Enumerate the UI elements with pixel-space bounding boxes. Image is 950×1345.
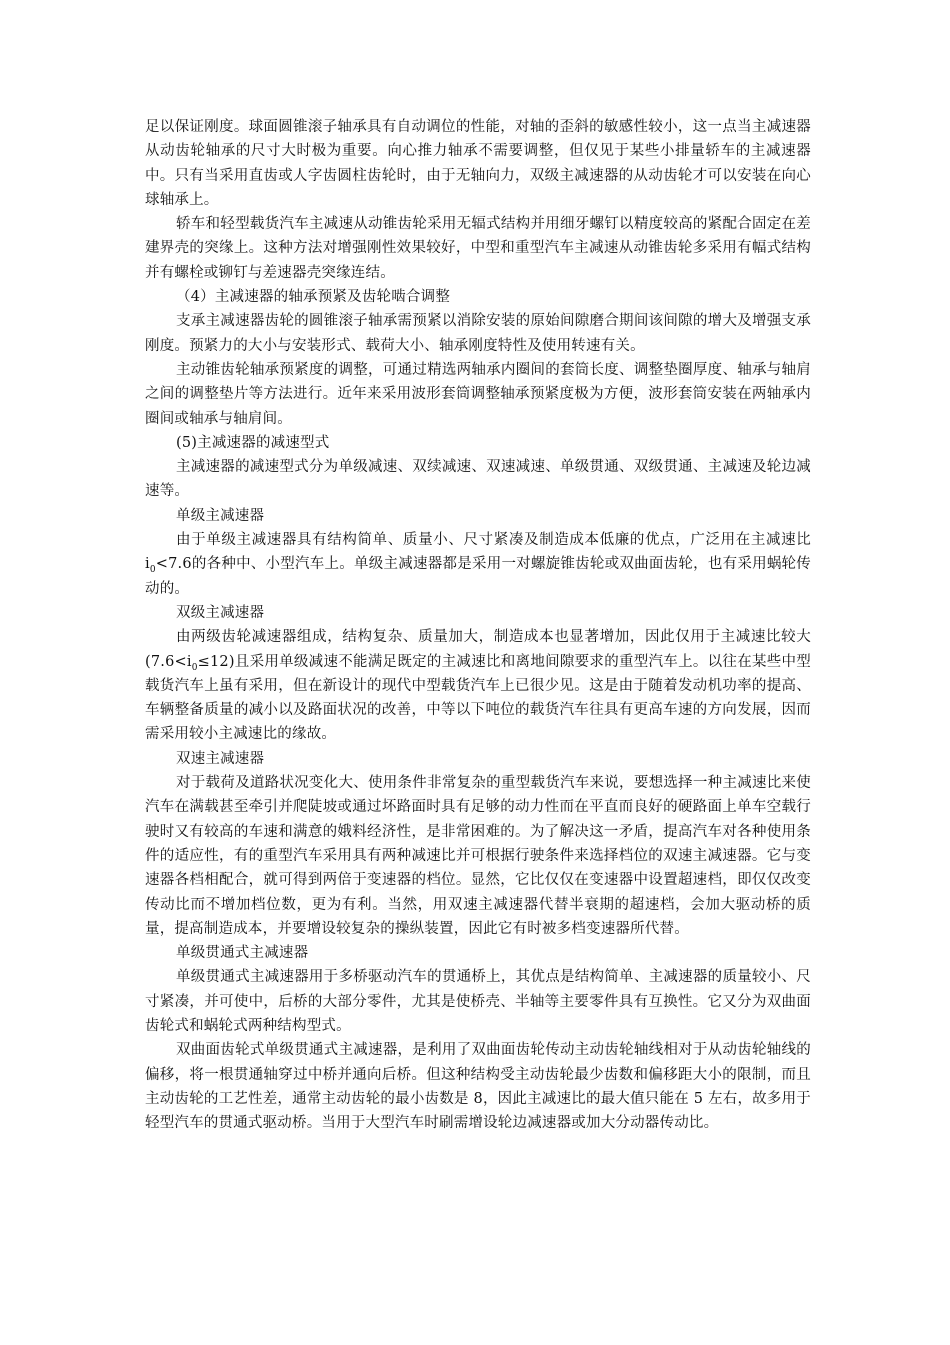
paragraph-hypoid-through-drive: 双曲面齿轮式单级贯通式主减速器，是利用了双曲面齿轮传动主动齿轮轴线相对于从动齿轮轴线的偏移，将一根贯通轴穿过中桥并通向后桥。但这种结构受主动齿轮最少齿数和偏移距大小的限制，而且主动齿轮的工艺性差，通常主动齿轮的最小齿数是 8，因此主减速比的最大值只能在 5 左右，故多用于轻型汽车的贯通式驱动桥。当用于大型汽车时刷需增设轮边减速器或加大分动器传动比。 bbox=[145, 1042, 811, 1132]
paragraph-single-reduction: 由于单级主减速器具有结构简单、质量小、尺寸紧凑及制造成本低廉的优点，广泛用在主减速比$i_0<7.6$的各种中、小型汽车上。单级主减速器都是采用一对螺旋锥齿轮或双曲面齿轮，也有采用蜗轮传动的。 bbox=[145, 532, 811, 597]
section-heading-reduction-types: (5)主减速器的减速型式 bbox=[176, 434, 330, 451]
subheading-two-speed: 双速主减速器 bbox=[176, 750, 265, 767]
paragraph-bearing-stiffness: 足以保证刚度。球面圆锥滚子轴承具有自动调位的性能，对轴的歪斜的敏感性较小，这一点当主减速器从动齿轮轴承的尺寸大时极为重要。向心推力轴承不需要调整，但仅见于某些小排量轿车的主减速器中。只有当采用直齿或人字齿圆柱齿轮时，由于无轴向力，双级主减速器的从动齿轮才可以安装在向心球轴承上。 bbox=[145, 119, 811, 208]
paragraph-driven-gear-mounting: 轿车和轻型载货汽车主减速从动锥齿轮采用无辐式结构并用细牙螺钉以精度较高的紧配合固定在差建界壳的突缘上。这种方法对增强刚性效果较好，中型和重型汽车主减速从动锥齿轮多采用有幅式结构并有螺栓或铆钉与差速器壳突缘连结。 bbox=[145, 216, 811, 281]
paragraph-double-reduction: 由两级齿轮减速器组成，结构复杂、质量加大，制造成本也显著增加，因此仅用于主减速比较大$(7.6<i_0\le 12)$且采用单级减速不能满足既定的主减速比和离地间隙要求的重型汽车上。以往在某些中型载货汽车上虽有采用，但在新设计的现代中型载货汽车上已很少见。这是由于随着发动机功率的提高、车辆整备质量的减小以及路面状况的改善，中等以下吨位的载货汽车往具有更高车速的方向发展，因而需采用较小主减速比的缘故。 bbox=[145, 629, 811, 743]
document-body bbox=[145, 115, 811, 1135]
section-heading-bearing-preload: （4）主减速器的轴承预紧及齿轮啮合调整 bbox=[176, 289, 451, 306]
paragraph-preload-purpose: 支承主减速器齿轮的圆锥滚子轴承需预紧以消除安装的原始间隙磨合期间该间隙的增大及增强支承刚度。预紧力的大小与安装形式、载荷大小、轴承刚度特性及使用转速有关。 bbox=[145, 313, 811, 354]
subheading-single-reduction: 单级主减速器 bbox=[176, 507, 265, 524]
paragraph-preload-adjustment: 主动锥齿轮轴承预紧度的调整，可通过精选两轴承内圈间的套筒长度、调整垫圈厚度、轴承与轴肩之间的调整垫片等方法进行。近年来采用波形套筒调整轴承预紧度极为方便，波形套筒安装在两轴承内圈间或轴承与轴肩间。 bbox=[145, 361, 811, 427]
paragraph-through-drive: 单级贯通式主减速器用于多桥驱动汽车的贯通桥上，其优点是结构简单、主减速器的质量较小、尺寸紧凑，并可使中，后桥的大部分零件，尤其是使桥壳、半轴等主要零件具有互换性。它又分为双曲面齿轮式和蜗轮式两种结构型式。 bbox=[145, 969, 811, 1034]
paragraph-reduction-types-list: 主减速器的减速型式分为单级减速、双续减速、双速减速、单级贯通、双级贯通、主减速及轮边减速等。 bbox=[145, 459, 811, 500]
paragraph-two-speed: 对于载荷及道路状况变化大、使用条件非常复杂的重型载货汽车来说，要想选择一种主减速比来使汽车在满载甚至牵引并爬陡坡或通过坏路面时具有足够的动力性而在平直而良好的硬路面上单车空载行驶时又有较高的车速和满意的娥料经济性，是非常困难的。为了解决这一矛盾，提高汽车对各种使用条件的适应性，有的重型汽车采用具有两种减速比并可根据行驶条件来选择档位的双速主减速器。它与变速器各档相配合，就可得到两倍于变速器的档位。显然，它比仅仅在变速器中设置超速档，即仅仅改变传动比而不增加档位数，更为有利。当然，用双速主减速器代替半衰期的超速档，会加大驱动桥的质量，提高制造成本，并要增设较复杂的操纵装置，因此它有时被多档变速器所代替。 bbox=[145, 775, 811, 937]
subheading-single-through-drive: 单级贯通式主减速器 bbox=[176, 945, 309, 962]
subheading-double-reduction: 双级主减速器 bbox=[176, 604, 265, 621]
